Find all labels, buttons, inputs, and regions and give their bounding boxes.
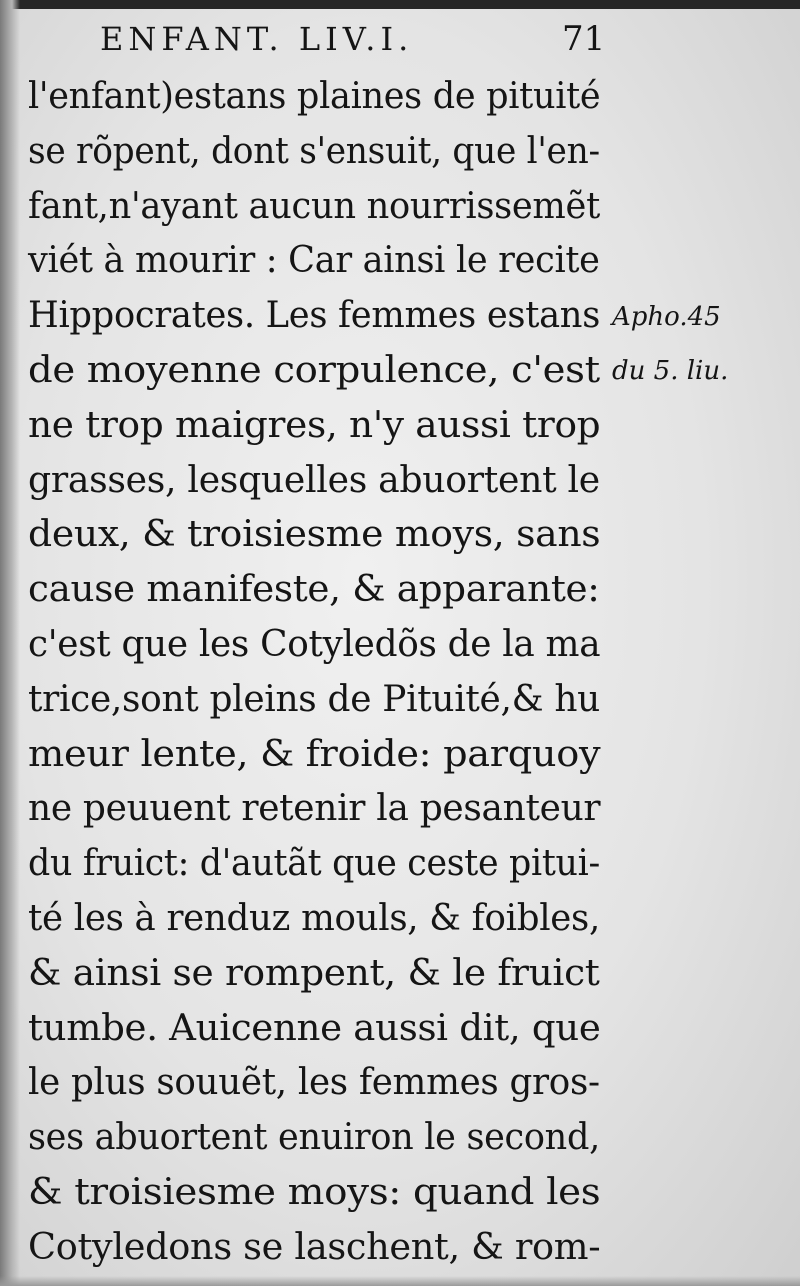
text-line: se rõpent, dont s'ensuit, que l'en- xyxy=(28,130,600,172)
text-line: viét à mourir : Car ainsi le recite xyxy=(28,240,600,282)
text-line: ses abuortent enuiron le second, xyxy=(28,1117,600,1159)
text-line: du fruict: d'autãt que ceste pitui- xyxy=(28,843,600,885)
running-head xyxy=(100,14,606,64)
text-line: deux, & troisiesme moys, sans xyxy=(28,514,601,556)
margin-note-book: du 5. liu. xyxy=(612,356,729,386)
text-line: Hippocrates. Les femmes estans xyxy=(28,295,600,337)
text-line: l'enfant)estans plaines de pituité xyxy=(28,76,601,117)
text-line: de moyenne corpulence, c'est xyxy=(28,349,600,391)
text-line: c'est que les Cotyledõs de la ma xyxy=(28,623,601,665)
text-line: grasses, lesquelles abuortent le xyxy=(28,459,600,501)
text-line: ne peuuent retenir la pesanteur xyxy=(28,788,601,830)
body-text xyxy=(28,70,608,1276)
text-line: trice,sont pleins de Pituité,& hu xyxy=(28,678,600,720)
text-line: té les à renduz mouls, & foibles, xyxy=(28,897,601,939)
margin-note-reference: Apho.45 xyxy=(612,302,721,332)
text-line: meur lente, & froide: parquoy xyxy=(28,733,601,775)
text-line: fant,n'ayant aucun nourrissemẽt xyxy=(28,185,600,227)
text-line: Cotyledons se laschent, & rom- xyxy=(28,1226,601,1268)
text-line: le plus souuẽt, les femmes gros- xyxy=(28,1062,600,1104)
text-line: & ainsi se rompent, & le fruict xyxy=(28,952,600,994)
text-line: ne trop maigres, n'y aussi trop xyxy=(28,404,601,446)
text-line: & troisiesme moys: quand les xyxy=(28,1171,601,1213)
running-title: ENFANT. LIV.I. xyxy=(100,20,414,58)
page-top-edge xyxy=(0,0,800,9)
text-line: cause manifeste, & apparante: xyxy=(28,569,600,611)
margin-note xyxy=(612,290,792,398)
text-line: tumbe. Auicenne aussi dit, que xyxy=(28,1007,601,1049)
page-bottom-edge xyxy=(0,1276,800,1286)
gutter-shadow xyxy=(0,0,20,1286)
page-number: 71 xyxy=(562,19,606,59)
